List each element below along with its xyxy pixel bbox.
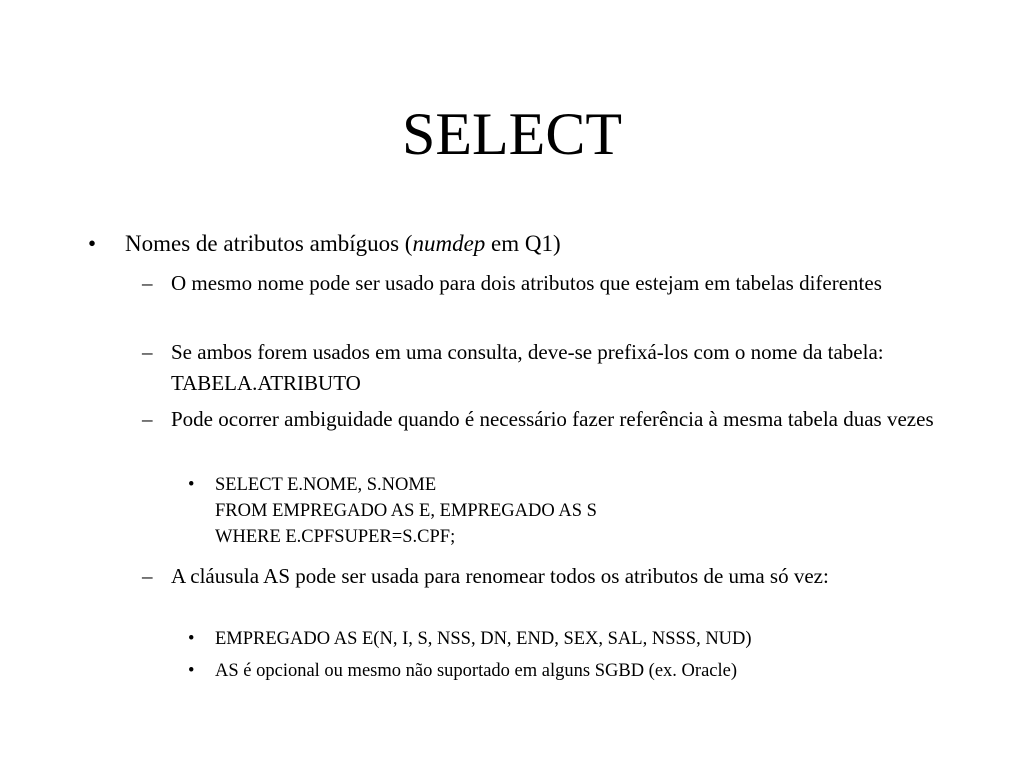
bullet-marker: • [188,629,195,649]
code-line: SELECT E.NOME, S.NOME [215,475,437,495]
bullet-marker: • [88,231,97,256]
bullet-marker: • [188,661,195,681]
dash-marker: – [142,564,153,588]
dash-marker: – [142,340,153,364]
sub-item-text: A cláusula AS pode ser usada para renomear todos os atributos de uma só vez: [171,564,829,588]
sub-sub-item-text: AS é opcional ou mesmo não suportado em alguns SGBD (ex. Oracle) [215,661,738,681]
slide-title: SELECT [402,101,622,167]
bullet-text-part: em Q1) [485,231,561,256]
sub-item-text: O mesmo nome pode ser usado para dois atributos que estejam em tabelas diferentes [171,271,882,295]
sub-item-text: Pode ocorrer ambiguidade quando é necessário fazer referência à mesma tabela duas vezes [171,407,934,431]
sub-sub-item-text: EMPREGADO AS E(N, I, S, NSS, DN, END, SEX, SAL, NSSS, NUD) [215,629,752,649]
sub-item-text: Se ambos forem usados em uma consulta, deve-se prefixá-los com o nome da tabela: TABELA.ATRIBUTO [171,340,884,395]
sql-code-example [215,472,948,550]
bullet-text-italic: numdep [412,231,486,256]
bullet-text [125,230,561,258]
code-line: FROM EMPREGADO AS E, EMPREGADO AS S [215,501,597,521]
bullet-marker: • [188,475,195,495]
dash-marker: – [142,407,153,431]
bullet-text-part: Nomes de atributos ambíguos ( [125,231,413,256]
code-line: WHERE E.CPFSUPER=S.CPF; [215,527,456,547]
dash-marker: – [142,271,153,295]
bullet-item-ambiguous-names [88,230,561,258]
